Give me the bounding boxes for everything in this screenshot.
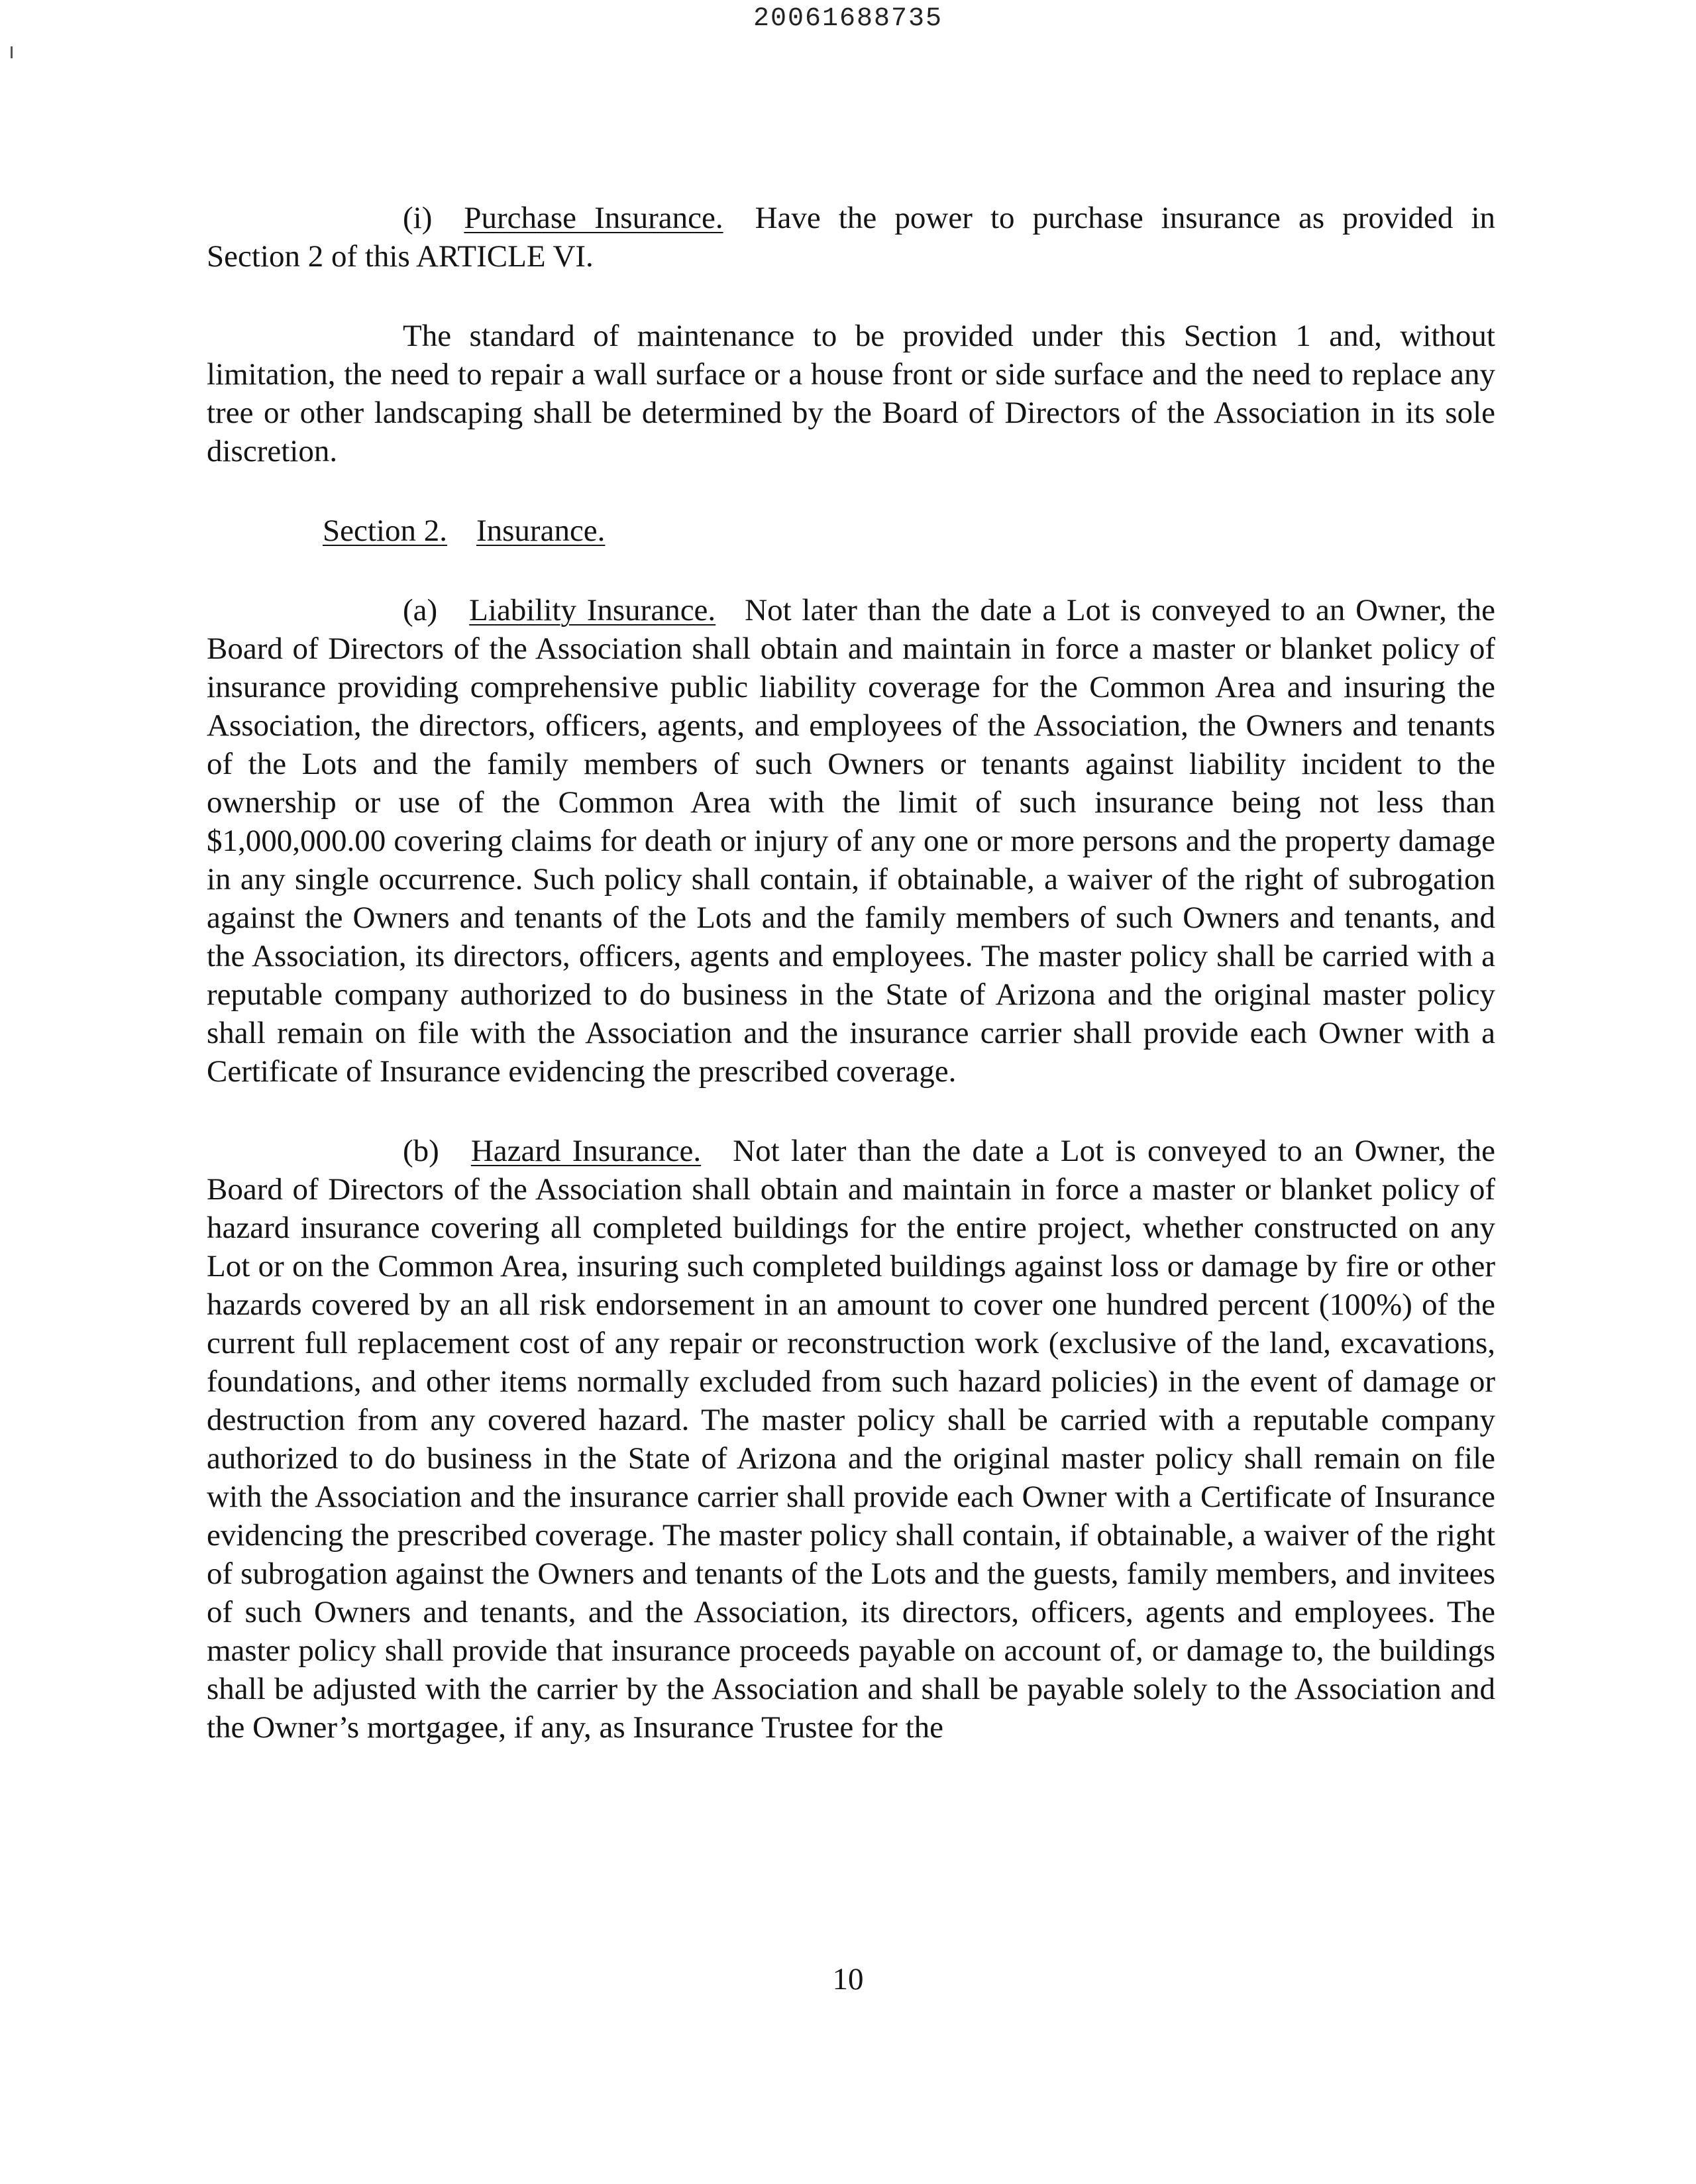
subsection-i-title: Purchase Insurance. xyxy=(464,201,723,235)
document-body xyxy=(207,199,1495,1788)
subsection-a-title: Liability Insurance. xyxy=(469,593,716,628)
subsection-a-marker: (a) xyxy=(403,593,438,628)
section-2-label: Section 2. xyxy=(323,514,447,548)
subsection-i-text: Have the power to purchase insurance as provided in Section 2 of this ARTICLE VI. xyxy=(207,201,1496,274)
maintenance-paragraph-text: The standard of maintenance to be provided under this Section 1 and, without limitation, the need to repair a wall surface or a house front or side surface and the need to replace any tree or other landscaping shall be determined by the Board of Directors of the Association in its sole discretion. xyxy=(207,319,1495,468)
document-number: 20061688735 xyxy=(753,4,943,34)
subsection-a-text: Not later than the date a Lot is conveyed to an Owner, the Board of Directors of the Association shall obtain and maintain in force a master or blanket policy of insurance providing comprehensive public liability coverage for the Common Area and insuring the Association, the directors, officers, agents, and employees of the Association, the Owners and tenants of the Lots and the family members of such Owners or tenants against liability incident to the ownership or use of the Common Area with the limit of such insurance being not less than $1,000,000.00 covering claims for death or injury of any one or more persons and the property damage in any single occurrence. Such policy shall contain, if obtainable, a waiver of the right of subrogation against the Owners and tenants of the Lots and the family members of such Owners and tenants, and the Association, its directors, officers, agents and employees. The master policy shall be carried with a reputable company authorized to do business in the State of Arizona and the original master policy shall remain on file with the Association and the insurance carrier shall provide each Owner with a Certificate of Insurance evidencing the prescribed coverage. xyxy=(207,593,1495,1089)
section-2-heading xyxy=(207,512,1495,550)
subsection-i-marker: (i) xyxy=(403,201,433,235)
section-2-title: Insurance. xyxy=(476,514,606,548)
subsection-b-text: Not later than the date a Lot is conveyed to an Owner, the Board of Directors of the Association shall obtain and maintain in force a master or blanket policy of hazard insurance covering all completed buildings for the entire project, whether constructed on any Lot or on the Common Area, insuring such completed buildings against loss or damage by fire or other hazards covered by an all risk endorsement in an amount to cover one hundred percent (100%) of the current full replacement cost of any repair or reconstruction work (exclusive of the land, excavations, foundations, and other items normally excluded from such hazard policies) in the event of damage or destruction from any covered hazard. The master policy shall be carried with a reputable company authorized to do business in the State of Arizona and the original master policy shall remain on file with the Association and the insurance carrier shall provide each Owner with a Certificate of Insurance evidencing the prescribed coverage. The master policy shall contain, if obtainable, a waiver of the right of subrogation against the Owners and tenants of the Lots and the guests, family members, and invitees of such Owners and tenants, and the Association, its directors, officers, agents and employees. The master policy shall provide that insurance proceeds payable on account of, or damage to, the buildings shall be adjusted with the carrier by the Association and shall be payable solely to the Association and the Owner’s mortgagee, if any, as Insurance Trustee for the xyxy=(207,1134,1495,1745)
subsection-b xyxy=(207,1132,1495,1747)
subsection-b-title: Hazard Insurance. xyxy=(470,1134,702,1168)
subsection-i xyxy=(207,199,1495,276)
subsection-a xyxy=(207,591,1495,1091)
maintenance-paragraph xyxy=(207,317,1495,470)
page-number: 10 xyxy=(832,1962,864,1996)
subsection-b-marker: (b) xyxy=(403,1134,439,1168)
scan-artifact xyxy=(11,46,13,58)
